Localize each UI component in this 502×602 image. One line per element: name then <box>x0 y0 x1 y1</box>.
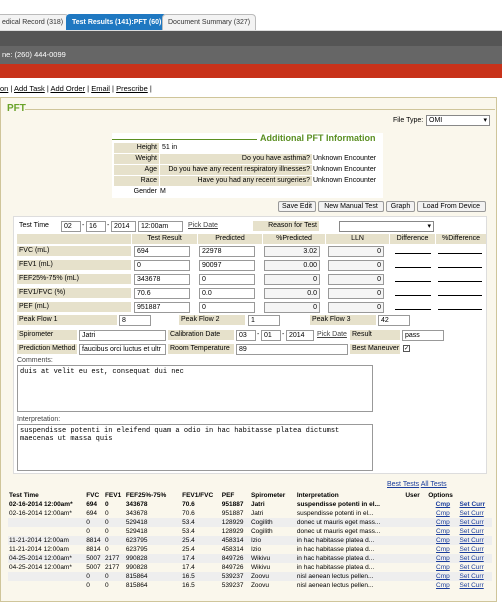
table-cell-fvc: 0 <box>85 518 104 527</box>
table-cell-spir: Zoovu <box>250 582 270 589</box>
table-cell-user <box>404 554 427 563</box>
table-cell-fvc: 8814 <box>86 546 101 553</box>
table-cell-options <box>427 536 458 545</box>
table-cell-options <box>427 572 458 581</box>
calibration-month-input[interactable]: 03 <box>236 330 256 341</box>
table-cell-set-current <box>459 527 492 536</box>
table-cell-options <box>427 527 458 536</box>
pct-difference-line <box>438 295 482 296</box>
date-separator: - <box>82 222 85 229</box>
table-cell-fvc: 694 <box>86 501 98 508</box>
weight-label: Weight <box>114 154 159 164</box>
table-cell-pef: 539237 <box>221 572 250 581</box>
date-separator: - <box>257 331 260 338</box>
add-order-link[interactable]: Add Order <box>50 84 86 93</box>
height-value: 51 in <box>162 144 178 151</box>
compare-link[interactable]: Cmp <box>436 582 450 589</box>
set-current-link[interactable]: Set Curr <box>459 573 484 580</box>
fef-lln-field: 0 <box>328 274 384 285</box>
table-cell-interp: suspendisse potenti in el... <box>296 501 380 508</box>
interpretation-textarea[interactable]: suspendisse potenti in eleifend quam a odio in hac habitasse platea dictumst maecenas ut massa quis <box>17 424 373 471</box>
table-cell-pef: 951887 <box>221 501 244 508</box>
table-cell-spir: Cogilith <box>250 518 296 527</box>
table-cell-fev1: 0 <box>104 518 125 527</box>
table-cell-pef: 128929 <box>221 528 244 535</box>
table-cell-user <box>404 518 427 527</box>
file-type-value: OMI <box>429 117 443 124</box>
set-current-link[interactable]: Set Curr <box>459 510 484 517</box>
table-cell-set-current <box>459 500 492 509</box>
table-row <box>8 527 492 536</box>
fvc-predicted-input[interactable]: 22978 <box>199 246 255 257</box>
table-row <box>8 518 492 527</box>
spirometer-input[interactable]: Jatri <box>79 330 166 341</box>
header-bar <box>0 31 502 46</box>
asthma-question: Do you have asthma? <box>160 154 312 164</box>
table-cell-options <box>427 581 458 590</box>
reason-select[interactable] <box>339 221 434 232</box>
table-cell-ratio: 70.6 <box>182 501 195 508</box>
all-tests-link[interactable]: All Tests <box>420 481 447 488</box>
difference-line <box>395 295 431 296</box>
fvc-pct-field: 3.02 <box>264 246 320 257</box>
load-from-device-button[interactable]: Load From Device <box>417 201 486 212</box>
table-cell-ratio: 17.4 <box>182 564 195 571</box>
peak-flow-2-input[interactable]: 1 <box>248 315 280 326</box>
action-links: on | Add Task | Add Order | Email | Prescribe | <box>0 84 152 93</box>
difference-line <box>395 253 431 254</box>
pct-difference-line <box>438 281 482 282</box>
set-current-link[interactable]: Set Curr <box>459 582 484 589</box>
set-current-link[interactable]: Set Curr <box>459 537 484 544</box>
table-cell-time: 04-25-2014 12:00am* <box>9 564 72 571</box>
compare-link[interactable]: Cmp <box>436 537 450 544</box>
calibration-date-label: Calibration Date <box>168 330 234 340</box>
reason-label: Reason for Test <box>253 221 319 231</box>
table-cell-pef: 849726 <box>221 554 250 563</box>
comments-label: Comments: <box>17 357 53 364</box>
table-cell-time <box>8 527 85 536</box>
fvc-result-input[interactable]: 694 <box>134 246 190 257</box>
add-task-link[interactable]: Add Task <box>14 84 45 93</box>
table-cell-fef: 343678 <box>125 510 148 517</box>
table-cell-interp: in hac habitasse platea d... <box>296 536 404 545</box>
tab-document-summary[interactable]: Document Summary (327) <box>162 14 256 30</box>
table-cell-fef: 529418 <box>125 518 181 527</box>
col-fef: FEF25%-75% <box>125 492 167 499</box>
table-cell-user <box>404 581 427 590</box>
tab-medical-record[interactable]: edical Record (318) <box>0 14 69 30</box>
result-label: Result <box>350 330 400 340</box>
best-tests-link[interactable]: Best Tests <box>387 481 420 488</box>
col-fvc: FVC <box>86 492 100 499</box>
table-cell-set-current <box>459 572 492 581</box>
set-current-link[interactable]: Set Curr <box>459 555 484 562</box>
table-cell-time <box>8 581 85 590</box>
table-cell-ratio: 53.4 <box>182 528 195 535</box>
table-cell-spir: Izio <box>250 546 262 553</box>
set-current-link[interactable]: Set Curr <box>459 501 486 508</box>
phone-bar <box>0 46 502 64</box>
room-temperature-label: Room Temperature <box>168 344 234 354</box>
fev1-result-input[interactable]: 0 <box>134 260 190 271</box>
table-cell-fev1: 0 <box>104 528 109 535</box>
table-cell-ratio: 16.5 <box>181 572 221 581</box>
calibration-year-input[interactable]: 2014 <box>286 330 314 341</box>
pct-difference-line <box>438 253 482 254</box>
table-cell-spir: Zoovu <box>250 572 296 581</box>
table-cell-set-current <box>459 518 492 527</box>
table-cell-options <box>427 509 458 518</box>
compare-link[interactable]: Cmp <box>435 501 451 508</box>
tab-bar <box>0 0 502 31</box>
peak-flow-1-input[interactable]: 8 <box>119 315 151 326</box>
table-cell-fvc: 8814 <box>85 536 104 545</box>
pft-title: PFT <box>7 103 26 114</box>
table-cell-fef: 815864 <box>125 572 181 581</box>
ratio-result-input[interactable]: 70.6 <box>134 288 190 299</box>
table-cell-time <box>8 518 85 527</box>
additional-info-rule <box>112 139 257 140</box>
table-row <box>8 554 492 563</box>
measure-label: FEV1 (mL) <box>17 260 131 270</box>
table-cell-fev1: 0 <box>104 501 109 508</box>
table-cell-interp: in hac habitasse platea d... <box>296 554 404 563</box>
table-cell-set-current <box>459 581 492 590</box>
table-cell-fef: 815864 <box>125 582 148 589</box>
table-row <box>8 572 492 581</box>
additional-info-title: Additional PFT Information <box>260 133 376 143</box>
table-cell-time: 11-21-2014 12:00am <box>9 546 69 553</box>
col-header-result: Test Result <box>132 234 197 244</box>
table-cell-interp: in hac habitasse platea d... <box>296 546 375 553</box>
table-cell-fvc: 0 <box>86 528 90 535</box>
table-cell-user <box>404 563 427 572</box>
table-row <box>8 545 492 554</box>
illness-answer: Unknown Encounter <box>313 166 377 173</box>
date-separator: - <box>282 331 285 338</box>
table-cell-fev1: 0 <box>104 582 109 589</box>
prediction-method-input[interactable]: faucibus orci luctus et ultr <box>79 344 166 355</box>
table-cell-fvc: 5007 <box>86 564 101 571</box>
table-cell-fvc: 0 <box>86 582 90 589</box>
spirometer-label: Spirometer <box>17 330 77 340</box>
difference-line <box>395 281 431 282</box>
fev1-predicted-input[interactable]: 90097 <box>199 260 255 271</box>
measure-label: FEV1/FVC (%) <box>17 288 131 298</box>
email-link[interactable]: Email <box>91 84 110 93</box>
col-interpretation: Interpretation <box>296 492 339 499</box>
pct-difference-line <box>438 309 482 310</box>
measure-label: FVC (mL) <box>17 246 131 256</box>
col-set <box>459 491 492 500</box>
file-type-label: File Type: <box>393 117 424 124</box>
peak-flow-1-label: Peak Flow 1 <box>17 315 117 325</box>
set-current-link[interactable]: Set Curr <box>459 546 484 553</box>
col-header-lln: LLN <box>326 234 389 244</box>
table-cell-fev1: 2177 <box>104 564 120 571</box>
table-cell-time <box>8 572 85 581</box>
height-label: Height <box>114 143 159 153</box>
table-cell-set-current <box>459 545 492 554</box>
table-cell-fef: 990828 <box>125 564 148 571</box>
table-cell-user <box>404 536 427 545</box>
fev1-pct-field: 0.00 <box>264 260 320 271</box>
fef-predicted-input[interactable]: 0 <box>199 274 255 285</box>
table-cell-fvc: 694 <box>86 510 98 517</box>
peak-flow-2-label: Peak Flow 2 <box>179 315 245 325</box>
table-cell-fef: 990828 <box>125 554 181 563</box>
gender-label: Gender <box>133 188 157 195</box>
room-temperature-input[interactable]: 89 <box>236 344 348 355</box>
table-cell-ratio: 25.4 <box>181 536 221 545</box>
table-cell-fef: 623795 <box>125 546 148 553</box>
table-cell-spir: Cogilith <box>250 528 273 535</box>
additional-pft-info <box>112 133 383 198</box>
compare-link[interactable]: Cmp <box>436 510 450 517</box>
table-cell-user <box>404 572 427 581</box>
illness-question: Do you have any recent respiratory illnesses? <box>160 165 312 175</box>
table-cell-fef: 343678 <box>125 501 148 508</box>
table-cell-options <box>427 500 458 509</box>
result-input[interactable]: pass <box>402 330 444 341</box>
pft-entry-grid <box>13 216 487 474</box>
col-fev1: FEV1 <box>104 492 122 499</box>
table-cell-fev1: 0 <box>104 546 109 553</box>
table-cell-interp: suspendisse potenti in el... <box>296 510 374 517</box>
table-cell-fvc: 0 <box>85 572 104 581</box>
col-spirometer: Spirometer <box>250 492 286 499</box>
pft-title-rule <box>25 109 495 110</box>
pct-difference-line <box>438 267 482 268</box>
date-separator: - <box>107 222 110 229</box>
table-row <box>8 563 492 572</box>
table-cell-interp: donec ut mauris eget mass... <box>296 528 381 535</box>
col-pef: PEF <box>221 492 235 499</box>
table-row <box>8 500 492 509</box>
phone-text: ne: (260) 444-0099 <box>2 50 66 59</box>
tab-test-results[interactable]: Test Results (141):PFT (60) <box>66 14 167 30</box>
compare-link[interactable]: Cmp <box>436 546 450 553</box>
table-row <box>8 581 492 590</box>
table-cell-pef: 458314 <box>221 546 244 553</box>
table-cell-spir: Jatri <box>250 510 264 517</box>
pef-pct-field: 0 <box>264 302 320 313</box>
table-cell-interp: nisl aenean lectus pellen... <box>296 572 404 581</box>
table-cell-time: 02-16-2014 12:00am* <box>9 501 73 508</box>
prediction-method-label: Prediction Method <box>19 345 76 352</box>
new-manual-test-button[interactable]: New Manual Test <box>318 201 384 212</box>
fev1-lln-field: 0 <box>328 260 384 271</box>
results-header-row <box>8 491 492 500</box>
table-cell-interp: nisl aenean lectus pellen... <box>296 582 374 589</box>
table-cell-set-current <box>459 563 492 572</box>
table-cell-user <box>404 527 427 536</box>
results-table <box>8 491 492 590</box>
graph-button[interactable]: Graph <box>386 201 415 212</box>
table-cell-set-current <box>459 509 492 518</box>
col-header-pct-difference: %Difference <box>436 234 486 244</box>
table-cell-pef: 128929 <box>221 518 250 527</box>
test-time-input[interactable]: 12:00am <box>138 221 183 232</box>
table-cell-pef: 849726 <box>221 564 244 571</box>
alert-bar <box>0 64 502 78</box>
fvc-lln-field: 0 <box>328 246 384 257</box>
table-cell-pef: 458314 <box>221 536 250 545</box>
table-cell-time: 02-16-2014 12:00am* <box>9 510 72 517</box>
table-row <box>8 509 492 518</box>
difference-line <box>395 309 431 310</box>
set-current-link[interactable]: Set Curr <box>459 519 484 526</box>
col-header-difference: Difference <box>390 234 435 244</box>
table-cell-fef: 623795 <box>125 536 181 545</box>
table-cell-spir: Wikivu <box>250 554 296 563</box>
table-cell-ratio: 25.4 <box>182 546 195 553</box>
col-header-pct-predicted: %Predicted <box>263 234 325 244</box>
table-cell-fev1: 0 <box>104 510 109 517</box>
interpretation-label: Interpretation: <box>17 416 61 423</box>
table-cell-ratio: 17.4 <box>181 554 221 563</box>
table-cell-user <box>404 500 427 509</box>
calibration-pick-date-link[interactable]: Pick Date <box>317 331 347 338</box>
test-filter-links <box>387 481 447 488</box>
table-cell-ratio: 53.4 <box>181 518 221 527</box>
surgery-answer: Unknown Encounter <box>313 177 377 184</box>
col-user: User <box>405 492 420 499</box>
test-time-label: Test Time <box>19 222 49 229</box>
table-cell-fef: 529418 <box>125 528 148 535</box>
ratio-pct-field: 0.0 <box>264 288 320 299</box>
table-cell-options <box>427 563 458 572</box>
table-cell-spir: Wikivu <box>250 564 271 571</box>
pef-lln-field: 0 <box>328 302 384 313</box>
test-year-input[interactable]: 2014 <box>111 221 136 232</box>
prescribe-link[interactable]: Prescribe <box>116 84 148 93</box>
save-edit-button[interactable]: Save Edit <box>278 201 316 212</box>
table-cell-ratio: 16.5 <box>182 582 195 589</box>
table-cell-pef: 951887 <box>221 510 244 517</box>
best-maneuver-checkbox[interactable]: ✓ <box>404 346 410 352</box>
difference-line <box>395 267 431 268</box>
best-maneuver-label: Best Maneuver <box>352 345 400 352</box>
pick-date-link[interactable]: Pick Date <box>188 222 218 229</box>
col-options: Options <box>428 492 453 499</box>
table-cell-options <box>427 545 458 554</box>
peak-flow-3-input[interactable]: 42 <box>378 315 410 326</box>
table-cell-user <box>404 545 427 554</box>
table-cell-pef: 539237 <box>221 582 244 589</box>
table-cell-fvc: 5007 <box>85 554 104 563</box>
table-cell-fev1: 0 <box>104 572 125 581</box>
table-cell-fev1: 2177 <box>104 554 125 563</box>
test-month-input[interactable]: 02 <box>61 221 81 232</box>
table-cell-interp: in hac habitasse platea d... <box>296 564 375 571</box>
set-current-link[interactable]: Set Curr <box>459 564 484 571</box>
table-cell-time: 04-25-2014 12:00am* <box>8 554 85 563</box>
col-test-time: Test Time <box>9 492 39 499</box>
col-header-blank <box>17 234 131 244</box>
comments-textarea[interactable]: duis at velit eu est, consequat dui nec <box>17 365 373 412</box>
ratio-predicted-input[interactable]: 0.0 <box>199 288 255 299</box>
table-cell-ratio: 70.6 <box>182 510 195 517</box>
measure-label: PEF (mL) <box>17 302 131 312</box>
ratio-lln-field: 0 <box>328 288 384 299</box>
table-cell-fev1: 0 <box>104 536 125 545</box>
table-cell-spir: Izio <box>250 536 296 545</box>
calibration-day-input[interactable]: 01 <box>261 330 281 341</box>
table-cell-interp: donec ut mauris eget mass... <box>296 518 404 527</box>
table-cell-options <box>427 554 458 563</box>
table-cell-set-current <box>459 554 492 563</box>
fef-pct-field: 0 <box>264 274 320 285</box>
race-label: Race <box>114 176 159 186</box>
set-current-link[interactable]: Set Curr <box>459 528 484 535</box>
compare-link[interactable]: Cmp <box>436 564 450 571</box>
compare-link[interactable]: Cmp <box>436 555 450 562</box>
table-cell-time: 11-21-2014 12:00am <box>8 536 85 545</box>
measure-label: FEF25%-75% (mL) <box>17 274 131 284</box>
compare-link[interactable]: Cmp <box>436 519 450 526</box>
age-label: Age <box>114 165 159 175</box>
compare-link[interactable]: Cmp <box>436 528 450 535</box>
fef-result-input[interactable]: 343678 <box>134 274 190 285</box>
compare-link[interactable]: Cmp <box>436 573 450 580</box>
asthma-answer: Unknown Encounter <box>313 155 377 162</box>
col-header-predicted: Predicted <box>198 234 262 244</box>
gender-value: M <box>160 188 166 195</box>
file-type-select[interactable] <box>426 115 490 126</box>
table-cell-options <box>427 518 458 527</box>
table-cell-set-current <box>459 536 492 545</box>
table-cell-spir: Jatri <box>250 501 265 508</box>
pef-predicted-input[interactable]: 0 <box>199 302 255 313</box>
surgery-question: Have you had any recent surgeries? <box>160 176 312 186</box>
table-row <box>8 536 492 545</box>
col-ratio: FEV1/FVC <box>182 492 214 499</box>
table-cell-user <box>404 509 427 518</box>
peak-flow-3-label: Peak Flow 3 <box>310 315 376 325</box>
action-link-partial[interactable]: on <box>0 84 9 93</box>
pef-result-input[interactable]: 951887 <box>134 302 190 313</box>
test-day-input[interactable]: 16 <box>86 221 106 232</box>
